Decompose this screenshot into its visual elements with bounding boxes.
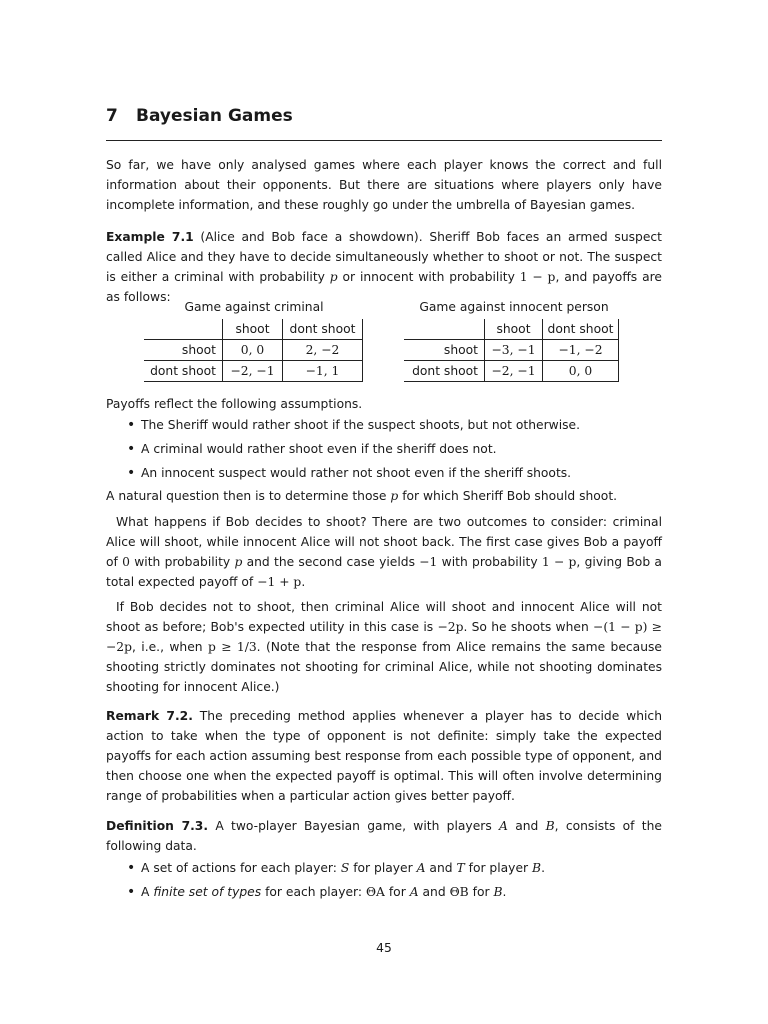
table-row [144, 361, 363, 382]
noshoot-analysis-paragraph [106, 597, 662, 697]
math-theta-b: ΘB [449, 885, 469, 899]
table-corner [404, 319, 485, 340]
row-header: dont shoot [404, 361, 485, 382]
paragraph-text: , giving Bob a total expected payoff of [106, 555, 662, 589]
example-label: Example 7.1 [106, 230, 194, 244]
remark-paragraph [106, 706, 662, 806]
assumptions-list [106, 415, 662, 487]
math-one-minus-p: 1 − p [519, 270, 556, 284]
math-p: p [390, 489, 399, 503]
game-title: Game against criminal [184, 300, 324, 314]
definition-paragraph [106, 816, 662, 856]
paragraph-text: and the second case yields [246, 555, 415, 569]
math-zero: 0 [122, 555, 130, 569]
question-text: A natural question then is to determine those [106, 489, 387, 503]
definition-text: , consists of the following data. [106, 819, 662, 853]
intro-paragraph: So far, we have only analysed games where each player knows the correct and full information about their opponents. But there are situations where players only have incomplete information, and these roughly go under the umbrella of Bayesian games. [106, 158, 662, 212]
table-cell: −3, −1 [485, 340, 543, 361]
math-player-a: A [416, 861, 426, 875]
definition-text: and [515, 819, 539, 833]
shoot-analysis-paragraph [106, 512, 662, 592]
payoff-table [404, 319, 619, 382]
paragraph-text: . So he shoots when [463, 620, 589, 634]
table-corner [144, 319, 223, 340]
math-player-a: A [499, 819, 508, 833]
definition-label: Definition 7.3. [106, 819, 209, 833]
example-text: or innocent with probability [342, 270, 515, 284]
emphasis-text: finite set of types [153, 885, 262, 899]
item-text: for [388, 885, 406, 899]
list-item: • A criminal would rather shoot even if the sheriff does not. [106, 439, 662, 463]
page-number: 45 [376, 941, 392, 955]
math-one-minus-p: 1 − p [541, 555, 577, 569]
math-inequality: −(1 − p) ≥ −2p [106, 620, 662, 654]
item-text: for player [353, 861, 413, 875]
definition-text: A two-player Bayesian game, with players [215, 819, 492, 833]
paragraph-text: with probability [441, 555, 538, 569]
math-s: S [340, 861, 350, 875]
column-header: dont shoot [283, 319, 363, 340]
list-item: • An innocent suspect would rather not shoot even if the sheriff shoots. [106, 463, 662, 487]
math-player-b: B [545, 819, 555, 833]
example-text: , and payoffs are as follows: [106, 270, 662, 304]
list-item [106, 882, 662, 906]
item-text: for [472, 885, 490, 899]
section-number: 7 [106, 106, 118, 126]
paragraph-text: , i.e., when [132, 640, 203, 654]
math-total-payoff: −1 + p [257, 575, 302, 589]
table-cell: −1, −2 [543, 340, 619, 361]
remark-text: The preceding method applies whenever a player has to decide which action to take when the type of opponent is not definite: simply take the expected payoffs for each action assuming best response from each possible type of opponent, and then choose one when the expected payoff is optimal. This will often involve determining range of probabilities when a particular action gives better payoff. [106, 709, 662, 803]
column-header: shoot [235, 322, 270, 336]
section-title-text: Bayesian Games [136, 106, 293, 126]
table-row [404, 319, 619, 340]
table-cell: −1, 1 [283, 361, 363, 382]
table-row [144, 340, 363, 361]
game-table-innocent [404, 300, 626, 382]
table-cell: 0, 0 [223, 340, 283, 361]
example-text: Sheriff Bob faces an armed suspect called Alice and they have to decide simultaneously whether to shoot or not. The suspect is either a criminal with probability [106, 230, 662, 284]
paragraph-text: . (Note that the response from Alice remains the same because shooting strictly dominates not shooting for criminal Alice, while not shooting dominates shooting for innocent Alice.) [106, 640, 662, 694]
math-t: T [456, 861, 465, 875]
math-theta-a: ΘA [365, 885, 385, 899]
row-header: shoot [144, 340, 223, 361]
table-cell: 0, 0 [543, 361, 619, 382]
item-text: for player [468, 861, 529, 875]
paragraph-text: . [301, 575, 306, 589]
item-text: A [141, 885, 150, 899]
game-table-criminal [144, 300, 364, 382]
item-text: and [429, 861, 453, 875]
item-text: . [502, 885, 507, 899]
table-row [404, 361, 619, 382]
column-header: dont shoot [543, 319, 619, 340]
column-header: shoot [496, 322, 531, 336]
section-rule [106, 140, 662, 141]
table-row [404, 340, 619, 361]
table-row [144, 319, 363, 340]
section-heading [106, 106, 662, 130]
paragraph-text: with probability [134, 555, 231, 569]
list-item: • The Sheriff would rather shoot if the suspect shoots, but not otherwise. [106, 415, 662, 439]
game-title: Game against innocent person [419, 300, 609, 314]
table-cell: −2, −1 [485, 361, 543, 382]
paragraph-text: If Bob decides not to shoot, then criminal Alice will shoot and innocent Alice will not shoot as before; Bob's expected utility in this case is [106, 600, 662, 634]
math-condition: p ≥ 1/3 [207, 640, 257, 654]
math-minus-one: −1 [419, 555, 438, 569]
math-player-a: A [409, 885, 419, 899]
payoff-table [144, 319, 363, 382]
row-header: dont shoot [144, 361, 223, 382]
math-p: p [234, 555, 243, 569]
question-paragraph [106, 486, 662, 506]
item-text: for each player: [265, 885, 363, 899]
section-title [106, 106, 662, 130]
row-header: shoot [404, 340, 485, 361]
paragraph-text: What happens if Bob decides to shoot? There are two outcomes to consider: criminal Alice will shoot, while innocent Alice will not shoot back. The first case gives Bob a payoff of [106, 515, 662, 569]
table-cell: 2, −2 [283, 340, 363, 361]
item-text: A set of actions for each player: [141, 861, 337, 875]
math-p: p [329, 270, 338, 284]
definition-list [106, 858, 662, 906]
remark-label: Remark 7.2. [106, 709, 193, 723]
item-text: . [541, 861, 545, 875]
example-title: (Alice and Bob face a showdown). [200, 230, 423, 244]
question-text: for which Sheriff Bob should shoot. [402, 489, 618, 503]
example-paragraph [106, 227, 662, 307]
math-player-b: B [493, 885, 503, 899]
list-item [106, 858, 662, 882]
assumptions-intro: Payoffs reflect the following assumptions. [106, 397, 363, 411]
math-player-b: B [532, 861, 542, 875]
item-text: and [422, 885, 446, 899]
table-cell: −2, −1 [223, 361, 283, 382]
math-expected-utility: −2p [437, 620, 464, 634]
